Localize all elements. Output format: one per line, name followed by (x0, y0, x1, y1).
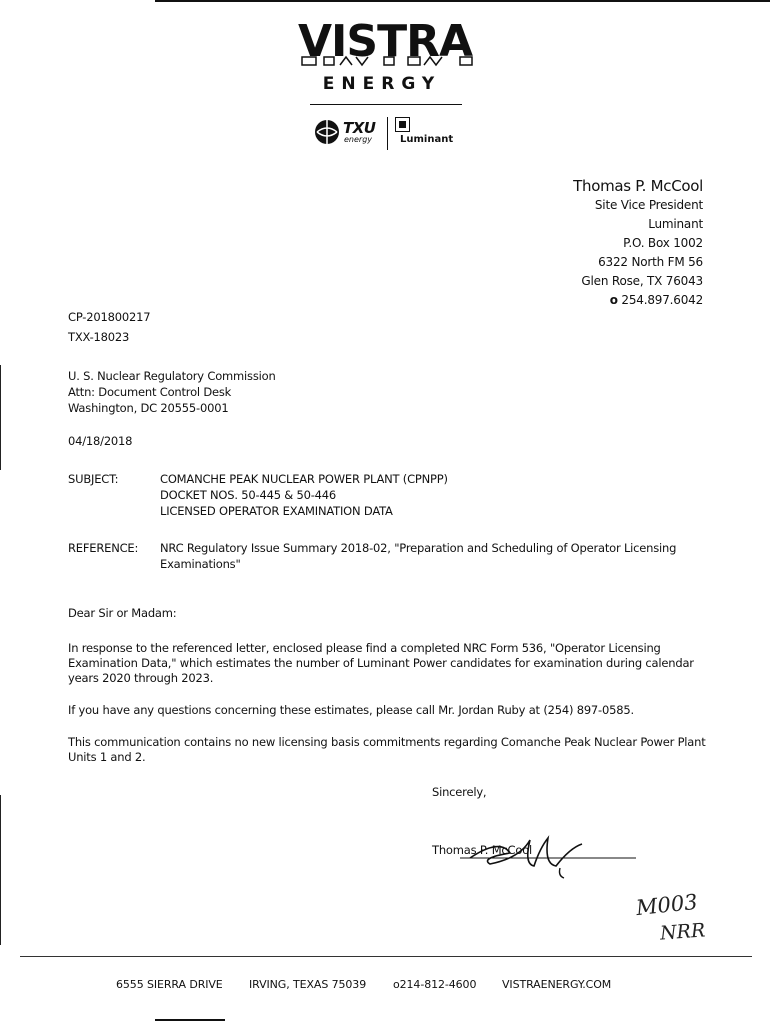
letterhead-divider (310, 104, 462, 105)
sender-city: Glen Rose, TX 76043 (581, 274, 703, 288)
reference-line-1: NRC Regulatory Issue Summary 2018-02, "Preparation and Scheduling of Operator Licensing (160, 541, 677, 555)
recipient-line-1: U. S. Nuclear Regulatory Commission (68, 369, 276, 383)
top-edge-rule (155, 0, 770, 2)
handwritten-office: NRR (659, 919, 706, 945)
luminant-logo-text: Luminant (400, 134, 454, 145)
subject-label: SUBJECT: (68, 472, 119, 486)
footer-divider (20, 956, 752, 957)
sender-street: 6322 North FM 56 (598, 255, 703, 269)
bottom-edge-mark (155, 1019, 225, 1021)
paragraph-1-line-1: In response to the referenced letter, enclosed please find a completed NRC Form 536, "Operator Licensing (68, 641, 661, 655)
brand-separator (387, 117, 388, 150)
paragraph-1-line-3: years 2020 through 2023. (68, 671, 214, 685)
recipient-line-2: Attn: Document Control Desk (68, 385, 232, 399)
txu-logo-text: TXU (343, 119, 376, 137)
paragraph-3-line-2: Units 1 and 2. (68, 750, 146, 764)
reference-line-2: Examinations" (160, 557, 241, 571)
sender-title: Site Vice President (594, 198, 703, 212)
sender-company: Luminant (648, 217, 703, 231)
paragraph-2: If you have any questions concerning these estimates, please call Mr. Jordan Ruby at (254) 897-0585. (68, 703, 634, 717)
recipient-line-3: Washington, DC 20555-0001 (68, 401, 229, 415)
txu-globe-icon (313, 118, 341, 146)
sender-phone-prefix: o (609, 293, 618, 307)
txu-logo-subtext: energy (344, 135, 373, 144)
sender-name: Thomas P. McCool (573, 177, 703, 195)
reference-label: REFERENCE: (68, 541, 139, 555)
scan-margin-mark (0, 795, 1, 945)
salutation: Dear Sir or Madam: (68, 606, 177, 620)
footer-phone: o214-812-4600 (393, 978, 477, 991)
footer-city: IRVING, TEXAS 75039 (249, 978, 367, 991)
subject-line-3: LICENSED OPERATOR EXAMINATION DATA (160, 504, 393, 518)
vistra-logo-pattern (300, 55, 476, 67)
paragraph-1-line-2: Examination Data," which estimates the number of Luminant Power candidates for examination during calendar (68, 656, 694, 670)
closing-sincerely: Sincerely, (432, 785, 487, 799)
signer-name: Thomas P. McCool (432, 843, 533, 857)
txx-number: TXX-18023 (68, 330, 130, 344)
scan-margin-mark (0, 365, 1, 470)
vistra-logo-energy: ENERGY (322, 74, 442, 94)
sender-phone-number: 254.897.6042 (621, 293, 703, 307)
vistra-logo-wordmark: VISTRA (297, 16, 473, 67)
subject-line-2: DOCKET NOS. 50-445 & 50-446 (160, 488, 337, 502)
handwritten-code: M003 (634, 889, 699, 921)
cp-number: CP-201800217 (68, 310, 151, 324)
sender-po-box: P.O. Box 1002 (623, 236, 703, 250)
sender-phone (610, 291, 703, 310)
letter-date: 04/18/2018 (68, 434, 133, 448)
paragraph-3-line-1: This communication contains no new licensing basis commitments regarding Comanche Peak Nuclear Power Plant (68, 735, 706, 749)
footer-street: 6555 SIERRA DRIVE (116, 978, 223, 991)
footer-website: VISTRAENERGY.COM (502, 978, 612, 991)
subject-line-1: COMANCHE PEAK NUCLEAR POWER PLANT (CPNPP) (160, 472, 448, 486)
luminant-logo-icon (395, 117, 410, 132)
handwritten-signature (440, 828, 640, 890)
